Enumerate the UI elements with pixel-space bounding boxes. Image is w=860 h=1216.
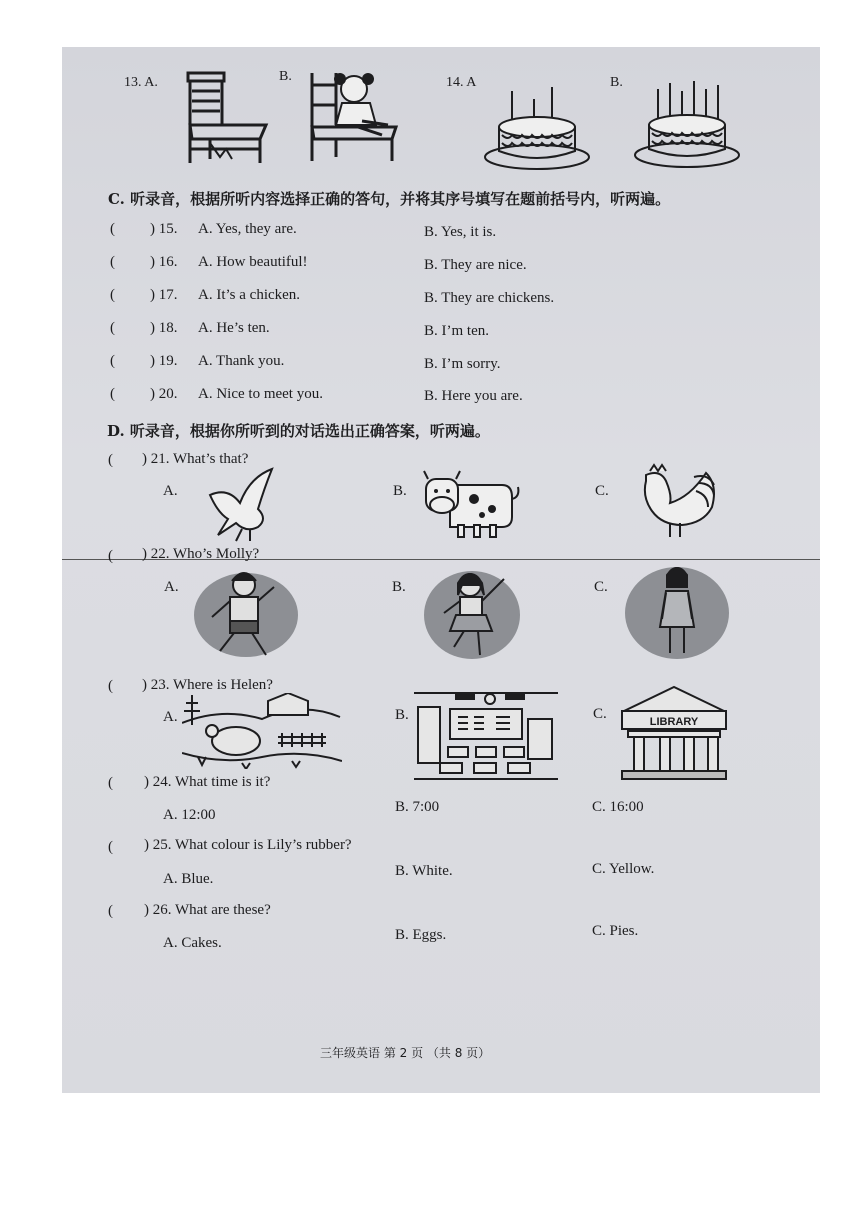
question-24: ) 24. What time is it? xyxy=(144,774,271,790)
option-b: B. I’m sorry. xyxy=(424,356,501,372)
option-b: B. They are nice. xyxy=(424,257,527,273)
question-21: ) 21. What’s that? xyxy=(142,451,249,467)
option-b: B. White. xyxy=(395,863,453,879)
q13-b-label: B. xyxy=(279,69,292,84)
option-c-label: C. xyxy=(593,706,607,722)
answer-bracket[interactable]: ( xyxy=(108,452,113,468)
cake-many-candles-icon xyxy=(632,81,742,171)
question-26: ) 26. What are these? xyxy=(144,902,271,918)
farm-icon xyxy=(182,693,342,769)
bird-icon xyxy=(202,465,282,545)
option-a: A. He’s ten. xyxy=(198,320,270,336)
answer-bracket[interactable]: ( xyxy=(110,353,115,369)
answer-bracket[interactable]: ( xyxy=(110,287,115,303)
girl-dancing-icon xyxy=(420,567,524,665)
library-sign: LIBRARY xyxy=(649,716,699,728)
boy-icon xyxy=(190,569,302,665)
library-icon xyxy=(618,685,730,783)
option-b: B. They are chickens. xyxy=(424,290,555,306)
exam-page xyxy=(62,47,820,1093)
cow-icon xyxy=(420,469,520,539)
option-c: C. Yellow. xyxy=(592,861,655,877)
question-number: ) 17. xyxy=(150,287,178,303)
answer-bracket[interactable]: ( xyxy=(110,221,115,237)
answer-bracket[interactable]: ( xyxy=(108,548,113,564)
question-number: ) 16. xyxy=(150,254,178,270)
section-d-heading: D. 听录音，根据你所听到的对话选出正确答案，听两遍。 xyxy=(107,422,490,440)
answer-bracket[interactable]: ( xyxy=(108,839,113,855)
option-a-label: A. xyxy=(164,579,179,595)
option-b-label: B. xyxy=(395,707,409,723)
answer-bracket[interactable]: ( xyxy=(110,386,115,402)
option-a: A. Yes, they are. xyxy=(198,221,297,237)
question-number: ) 18. xyxy=(150,320,178,336)
answer-bracket[interactable]: ( xyxy=(108,775,113,791)
option-b: B. Yes, it is. xyxy=(424,224,497,240)
option-c: C. 16:00 xyxy=(592,799,644,815)
question-number: ) 20. xyxy=(150,386,178,402)
option-a: A. Blue. xyxy=(163,871,214,887)
option-b-label: B. xyxy=(393,483,407,499)
option-a: A. Cakes. xyxy=(163,935,222,951)
option-b: B. 7:00 xyxy=(395,799,440,815)
option-b: B. Eggs. xyxy=(395,927,447,943)
cake-three-candles-icon xyxy=(482,87,592,171)
plain-chair-icon xyxy=(180,69,272,165)
option-a: A. How beautiful! xyxy=(198,254,308,270)
question-number: ) 15. xyxy=(150,221,178,237)
answer-bracket[interactable]: ( xyxy=(110,254,115,270)
q14-b-label: B. xyxy=(610,75,623,90)
girl-standing-icon xyxy=(622,563,732,663)
q13-label: 13. A. xyxy=(124,75,158,90)
section-c-heading: C. 听录音，根据所听内容选择正确的答句，并将其序号填写在题前括号内，听两遍。 xyxy=(108,190,671,208)
option-c-label: C. xyxy=(594,579,608,595)
classroom-icon xyxy=(414,691,558,783)
rooster-icon xyxy=(636,461,720,541)
q14-label: 14. A xyxy=(446,75,477,90)
question-23: ) 23. Where is Helen? xyxy=(142,677,273,693)
option-a-label: A. xyxy=(163,483,178,499)
girl-on-chair-icon xyxy=(306,65,406,163)
option-a: A. 12:00 xyxy=(163,807,216,823)
option-a: A. It’s a chicken. xyxy=(198,287,301,303)
option-a-label: A. xyxy=(163,709,178,725)
option-a: A. Thank you. xyxy=(198,353,285,369)
answer-bracket[interactable]: ( xyxy=(110,320,115,336)
question-number: ) 19. xyxy=(150,353,178,369)
answer-bracket[interactable]: ( xyxy=(108,903,113,919)
question-25: ) 25. What colour is Lily’s rubber? xyxy=(144,837,352,853)
option-a: A. Nice to meet you. xyxy=(198,386,323,402)
option-b: B. Here you are. xyxy=(424,388,523,404)
option-c-label: C. xyxy=(595,483,609,499)
answer-bracket[interactable]: ( xyxy=(108,678,113,694)
question-22: ) 22. Who’s Molly? xyxy=(142,546,260,562)
option-c: C. Pies. xyxy=(592,923,639,939)
option-b: B. I’m ten. xyxy=(424,323,489,339)
option-b-label: B. xyxy=(392,579,406,595)
page-footer: 三年级英语 第 2 页 （共 8 页） xyxy=(320,1046,491,1060)
